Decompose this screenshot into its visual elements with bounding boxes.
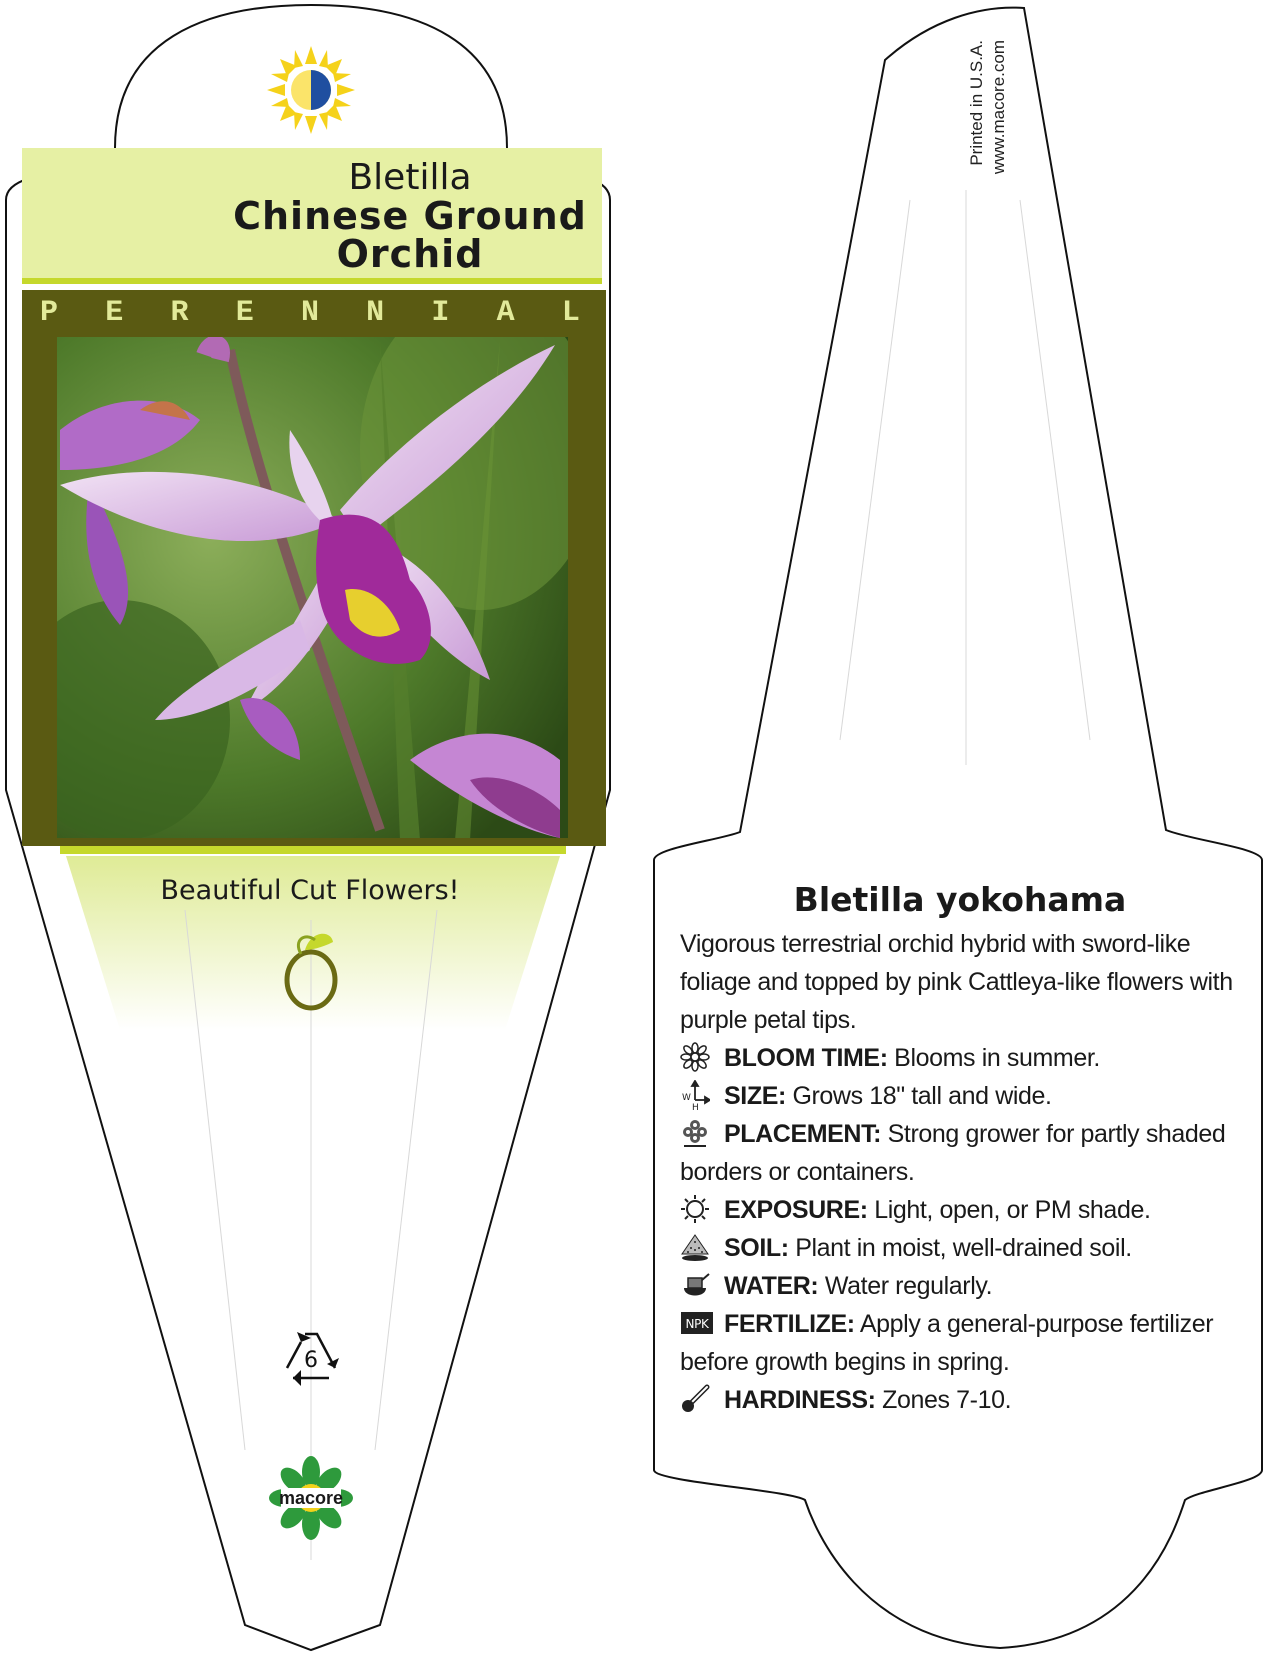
attribute-text: Zones 7-10.: [875, 1386, 1012, 1414]
category-letter: P: [40, 296, 59, 330]
common-name: [90, 194, 730, 276]
category-letter: N: [366, 296, 385, 330]
attribute-row: [680, 1381, 1240, 1419]
attribute-text: Apply a general-purpose fertilizer before growth begins in spring.: [680, 1310, 1214, 1376]
care-info: [680, 880, 1240, 1419]
attribute-row: [680, 1115, 1240, 1191]
attribute-label: SOIL:: [724, 1234, 789, 1262]
genus-name: Bletilla: [348, 157, 472, 198]
attribute-label: BLOOM TIME:: [724, 1044, 888, 1072]
svg-text:NPK: NPK: [685, 1317, 709, 1331]
attribute-text: Blooms in summer.: [887, 1044, 1100, 1072]
sun-outline-icon: [680, 1194, 718, 1224]
attribute-row: [680, 1039, 1240, 1077]
attribute-row: [680, 1191, 1240, 1229]
attribute-label: WATER:: [724, 1272, 819, 1300]
svg-text:W: W: [682, 1093, 691, 1103]
variety-title: Bletilla yokohama: [793, 880, 1127, 919]
category-letter: E: [105, 296, 124, 330]
category-letter: A: [496, 296, 515, 330]
attribute-text: Plant in moist, well-drained soil.: [788, 1234, 1132, 1262]
thermometer-icon: [680, 1384, 718, 1414]
attribute-label: SIZE:: [724, 1082, 786, 1110]
tagline: Beautiful Cut Flowers!: [160, 875, 460, 906]
attribute-label: FERTILIZE:: [724, 1310, 855, 1338]
printed-info: [966, 40, 1010, 250]
sun-partial-icon: [267, 46, 355, 134]
category-letter: I: [431, 296, 450, 330]
category-letter: N: [300, 296, 319, 330]
attribute-list: [680, 1039, 1240, 1419]
common-name-line1: Chinese Ground: [233, 194, 587, 238]
flower-icon: [680, 1042, 718, 1072]
attribute-row: [680, 1267, 1240, 1305]
attribute-text: Light, open, or PM shade.: [867, 1196, 1151, 1224]
category-label: [40, 296, 580, 330]
common-name-line2: Orchid: [336, 232, 484, 276]
attribute-row: [680, 1305, 1240, 1381]
attribute-text: Strong grower for partly shaded borders or containers.: [680, 1120, 1226, 1186]
lower-divider: [60, 846, 566, 854]
watering-can-icon: [680, 1270, 718, 1300]
attribute-text: Water regularly.: [818, 1272, 993, 1300]
recycle-number: 6: [304, 1348, 318, 1373]
soil-icon: [680, 1232, 718, 1262]
attribute-label: PLACEMENT:: [724, 1120, 882, 1148]
attribute-text: Grows 18" tall and wide.: [785, 1082, 1052, 1110]
category-letter: E: [235, 296, 254, 330]
svg-text:H: H: [692, 1103, 699, 1110]
npk-icon: [680, 1308, 718, 1338]
orchid-photo: [10, 290, 600, 840]
category-letter: R: [170, 296, 189, 330]
printed-line2: www.macore.com: [989, 40, 1008, 175]
variety-description: Vigorous terrestrial orchid hybrid with sword-like foliage and topped by pink Cattleya-like flowers with purple petal tips.: [680, 930, 1233, 1034]
svg-text:macore: macore: [278, 1488, 344, 1508]
size-arrows-icon: [680, 1080, 718, 1110]
printed-line1: Printed in U.S.A.: [967, 40, 986, 166]
header-divider: [22, 278, 602, 284]
plant-cluster-icon: [680, 1118, 718, 1148]
attribute-row: [680, 1077, 1240, 1115]
category-letter: L: [561, 296, 580, 330]
attribute-label: HARDINESS:: [724, 1386, 876, 1414]
attribute-label: EXPOSURE:: [724, 1196, 868, 1224]
attribute-row: [680, 1229, 1240, 1267]
